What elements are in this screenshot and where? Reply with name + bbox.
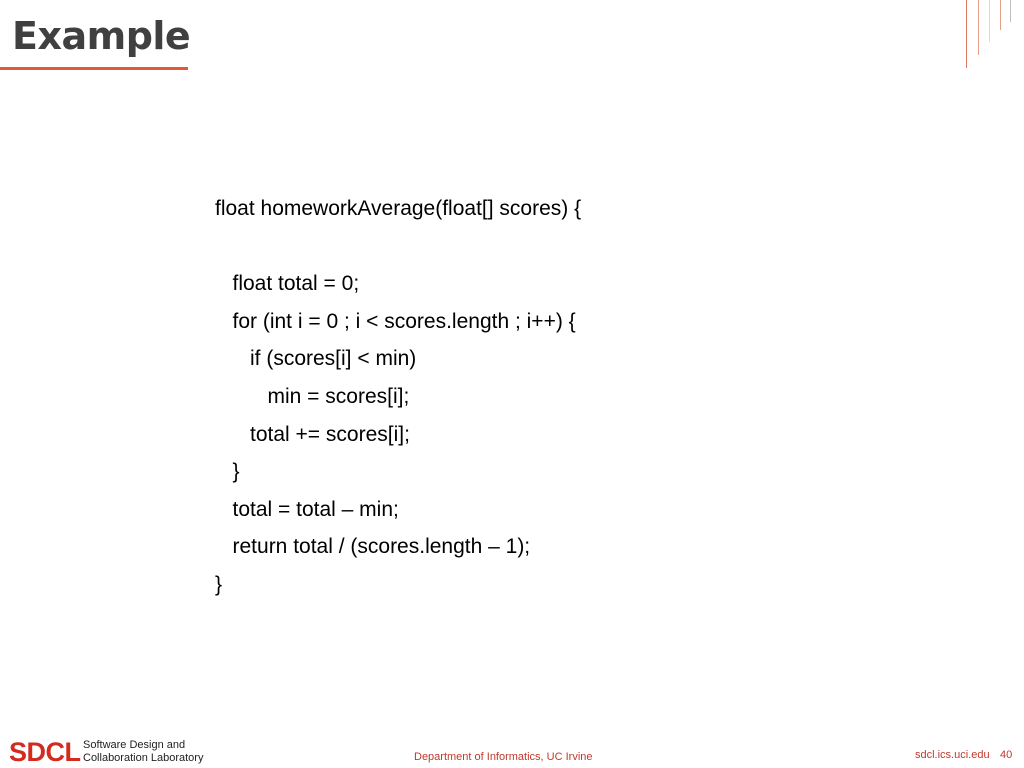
line-text: for (int i = 0 ; i < scores.length ; i++) {: [215, 309, 576, 333]
page-number: 40: [1000, 749, 1013, 761]
line-text: min = scores[i];: [215, 384, 410, 408]
lab-name-line1: Software Design and: [83, 739, 186, 751]
slide-title: Example: [12, 14, 191, 58]
site-url: sdcl.ics.uci.edu: [915, 749, 990, 761]
sdcl-logo: SDCL: [9, 737, 81, 767]
title-underline: [0, 67, 188, 70]
line-text: float homeworkAverage(float[] scores) {: [215, 197, 582, 220]
line-text: }: [215, 460, 240, 484]
line-text: }: [215, 572, 223, 596]
lab-name-line2: Collaboration Laboratory: [83, 752, 204, 764]
line-text: float total = 0;: [215, 272, 360, 296]
line-text: total += scores[i];: [215, 422, 410, 446]
department-label: Department of Informatics, UC Irvine: [414, 751, 593, 763]
line-text: return total / (scores.length – 1);: [215, 535, 531, 559]
lab-name: [83, 739, 203, 765]
line-text: total = total – min;: [215, 497, 399, 521]
line-text: if (scores[i] < min): [215, 347, 417, 371]
